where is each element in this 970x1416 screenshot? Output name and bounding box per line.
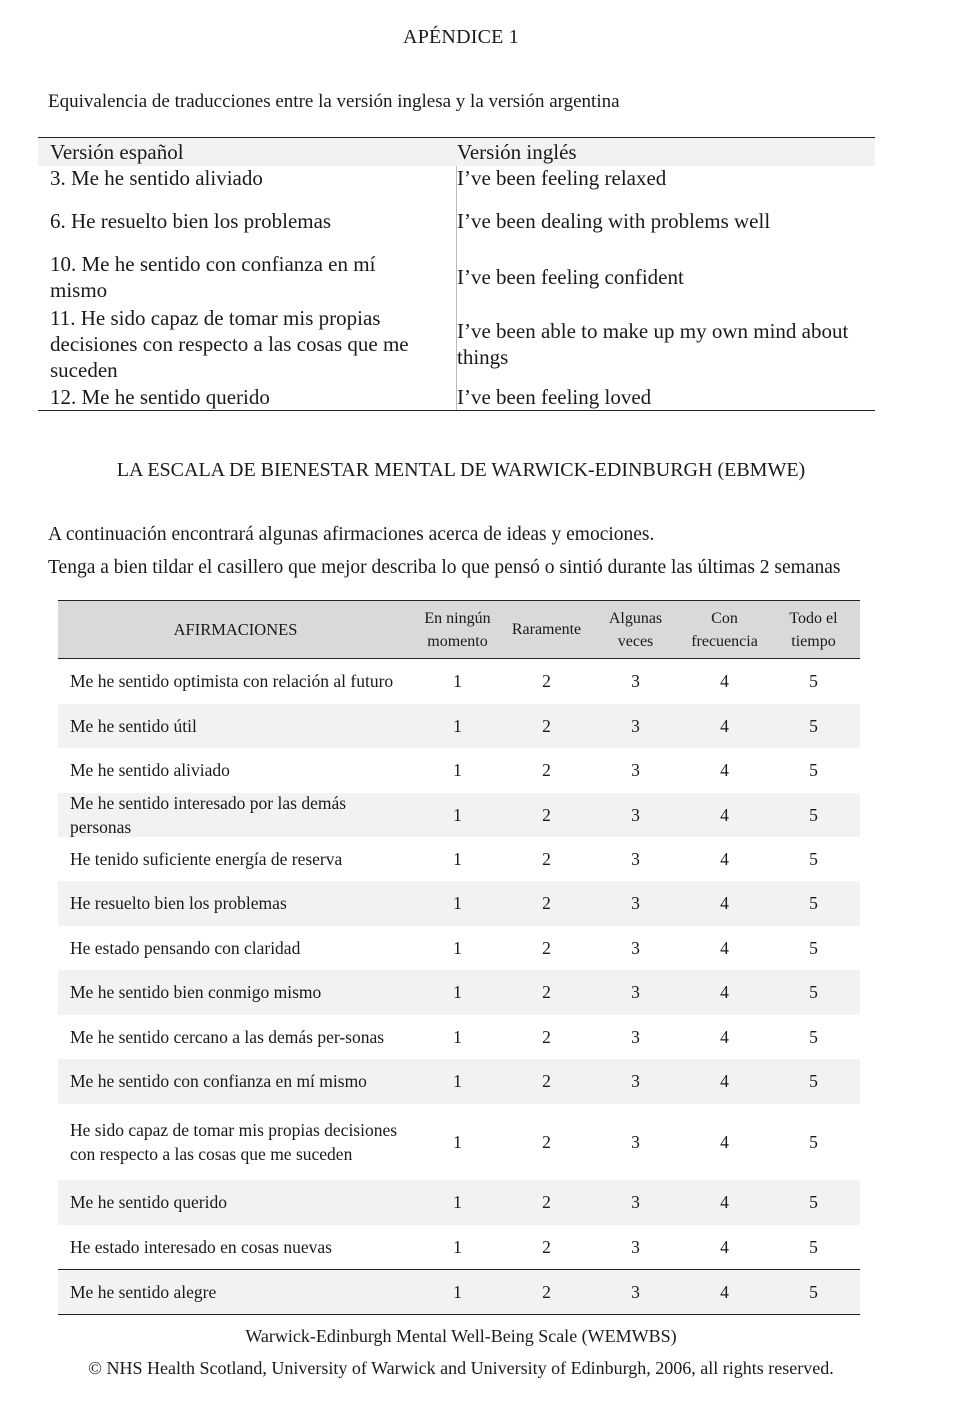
score-option-3[interactable]: 3	[631, 893, 640, 913]
score-option-4[interactable]: 4	[720, 937, 729, 958]
score-option-3[interactable]: 3	[631, 1131, 640, 1152]
english-item: I’ve been feeling relaxed	[457, 166, 667, 190]
table-row	[58, 970, 860, 1015]
translation-row	[38, 166, 875, 192]
table-row	[58, 1015, 860, 1059]
table-row	[58, 1225, 860, 1269]
table-row	[58, 704, 860, 748]
score-option-4[interactable]: 4	[720, 1192, 729, 1212]
statement-text: Me he sentido útil	[70, 715, 197, 736]
score-option-2[interactable]: 2	[542, 1236, 551, 1257]
statement-text: Me he sentido alegre	[70, 1281, 217, 1302]
score-option-3[interactable]: 3	[631, 715, 640, 736]
score-option-5[interactable]: 5	[809, 1192, 818, 1212]
score-option-5[interactable]: 5	[809, 715, 818, 736]
score-option-2[interactable]: 2	[542, 1192, 551, 1212]
score-option-4[interactable]: 4	[720, 1281, 729, 1302]
header-rarely: Raramente	[511, 621, 582, 638]
header-all-the-time: Todo el tiempo	[789, 609, 838, 650]
table-row	[58, 1269, 860, 1314]
score-option-1[interactable]: 1	[453, 982, 462, 1002]
statement-text: He sido capaz de tomar mis propias decisiones con respecto a las cosas que me suceden	[70, 1119, 398, 1164]
score-option-4[interactable]: 4	[720, 982, 729, 1002]
wemwbs-rows	[58, 659, 860, 1314]
statement-text: Me he sentido aliviado	[70, 760, 230, 781]
table-row	[58, 837, 860, 881]
table-row	[58, 881, 860, 926]
score-option-1[interactable]: 1	[453, 893, 462, 913]
translation-table-caption: Equivalencia de traducciones entre la versión inglesa y la versión argentina	[48, 91, 620, 112]
spanish-item: 6. He resuelto bien los problemas	[50, 209, 332, 233]
scale-title: LA ESCALA DE BIENESTAR MENTAL DE WARWICK-EDINBURGH (EBMWE)	[116, 459, 806, 481]
statement-text: Me he sentido optimista con relación al futuro	[70, 671, 394, 692]
score-option-3[interactable]: 3	[631, 671, 640, 691]
translation-row	[38, 304, 875, 384]
header-english-version: Versión inglés	[457, 140, 577, 164]
score-option-1[interactable]: 1	[453, 760, 462, 780]
score-option-3[interactable]: 3	[631, 1026, 640, 1047]
score-option-5[interactable]: 5	[809, 1026, 818, 1047]
english-item: I’ve been able to make up my own mind about things	[457, 319, 849, 369]
header-never: En ningún momento	[424, 609, 491, 650]
wemwbs-table-header	[58, 601, 860, 659]
statement-text: Me he sentido interesado por las demás personas	[70, 792, 347, 837]
score-option-4[interactable]: 4	[720, 671, 729, 691]
score-option-4[interactable]: 4	[720, 1026, 729, 1047]
score-option-5[interactable]: 5	[809, 848, 818, 869]
score-option-1[interactable]: 1	[453, 1281, 462, 1302]
english-item: I’ve been feeling confident	[457, 265, 684, 289]
translation-row	[38, 250, 875, 304]
translation-table-header	[38, 138, 875, 166]
table-row	[58, 659, 860, 704]
statement-text: Me he sentido con confianza en mí mismo	[70, 1071, 367, 1092]
score-option-1[interactable]: 1	[453, 1026, 462, 1047]
score-option-2[interactable]: 2	[542, 937, 551, 958]
scale-intro-line-2: Tenga a bien tildar el casillero que mejor describa lo que pensó o sintió durante las últimas 2 semanas	[48, 557, 841, 578]
score-option-3[interactable]: 3	[631, 848, 640, 869]
score-option-4[interactable]: 4	[720, 893, 729, 913]
score-option-3[interactable]: 3	[631, 804, 640, 825]
statement-text: He estado pensando con claridad	[70, 937, 301, 958]
wemwbs-table	[58, 600, 860, 1315]
score-option-1[interactable]: 1	[453, 1192, 462, 1212]
score-option-5[interactable]: 5	[809, 1131, 818, 1152]
score-option-1[interactable]: 1	[453, 848, 462, 869]
score-option-5[interactable]: 5	[809, 1071, 818, 1091]
score-option-2[interactable]: 2	[542, 1281, 551, 1302]
translation-row	[38, 384, 875, 410]
statement-text: Me he sentido cercano a las demás per-sonas	[70, 1026, 385, 1047]
statement-text: Me he sentido querido	[70, 1192, 227, 1213]
score-option-2[interactable]: 2	[542, 982, 551, 1002]
score-option-5[interactable]: 5	[809, 893, 818, 913]
table-row	[58, 1180, 860, 1225]
score-option-2[interactable]: 2	[542, 893, 551, 913]
translation-row	[38, 192, 875, 250]
score-option-5[interactable]: 5	[809, 671, 818, 691]
score-option-4[interactable]: 4	[720, 804, 729, 825]
spanish-item: 3. Me he sentido aliviado	[50, 166, 263, 190]
header-spanish-version: Versión español	[50, 140, 184, 164]
spanish-item: 11. He sido capaz de tomar mis propias decisiones con respecto a las cosas que me suceden	[50, 306, 409, 382]
score-option-3[interactable]: 3	[631, 760, 640, 780]
statement-text: Me he sentido bien conmigo mismo	[70, 982, 322, 1003]
score-option-2[interactable]: 2	[542, 715, 551, 736]
score-option-1[interactable]: 1	[453, 715, 462, 736]
score-option-5[interactable]: 5	[809, 982, 818, 1002]
score-option-3[interactable]: 3	[631, 982, 640, 1002]
table-row	[58, 748, 860, 793]
score-option-2[interactable]: 2	[542, 671, 551, 691]
score-option-5[interactable]: 5	[809, 937, 818, 958]
table-row	[58, 793, 860, 837]
score-option-2[interactable]: 2	[542, 760, 551, 780]
table-row	[58, 1059, 860, 1104]
scale-source-name: Warwick-Edinburgh Mental Well-Being Scale (WEMWBS)	[245, 1326, 677, 1346]
score-option-1[interactable]: 1	[453, 1236, 462, 1257]
english-item: I’ve been feeling loved	[457, 385, 652, 409]
header-sometimes: Algunas veces	[608, 609, 663, 650]
spanish-item: 12. Me he sentido querido	[50, 385, 270, 409]
english-item: I’ve been dealing with problems well	[457, 209, 771, 233]
statement-text: He resuelto bien los problemas	[70, 893, 287, 914]
score-option-1[interactable]: 1	[453, 671, 462, 691]
table-row	[58, 1104, 860, 1180]
statement-text: He tenido suficiente energía de reserva	[70, 848, 343, 869]
score-option-4[interactable]: 4	[720, 760, 729, 780]
score-option-5[interactable]: 5	[809, 804, 818, 825]
score-option-3[interactable]: 3	[631, 1071, 640, 1091]
spanish-item: 10. Me he sentido con confianza en mí mismo	[50, 252, 376, 302]
score-option-4[interactable]: 4	[720, 1131, 729, 1152]
score-option-5[interactable]: 5	[809, 760, 818, 780]
score-option-1[interactable]: 1	[453, 937, 462, 958]
score-option-4[interactable]: 4	[720, 1071, 729, 1091]
score-option-5[interactable]: 5	[809, 1281, 818, 1302]
score-option-3[interactable]: 3	[631, 937, 640, 958]
score-option-3[interactable]: 3	[631, 1192, 640, 1212]
table-row	[58, 926, 860, 970]
header-statements: AFIRMACIONES	[173, 620, 298, 639]
scale-intro-line-1: A continuación encontrará algunas afirmaciones acerca de ideas y emociones.	[48, 524, 655, 545]
header-often: Con frecuencia	[691, 609, 758, 650]
score-option-4[interactable]: 4	[720, 1236, 729, 1257]
statement-text: He estado interesado en cosas nuevas	[70, 1236, 332, 1257]
score-option-2[interactable]: 2	[542, 1026, 551, 1047]
appendix-title: APÉNDICE 1	[403, 26, 519, 48]
score-option-1[interactable]: 1	[453, 804, 462, 825]
score-option-4[interactable]: 4	[720, 848, 729, 869]
score-option-2[interactable]: 2	[542, 1071, 551, 1091]
score-option-1[interactable]: 1	[453, 1071, 462, 1091]
score-option-3[interactable]: 3	[631, 1236, 640, 1257]
translation-table	[38, 137, 875, 411]
score-option-1[interactable]: 1	[453, 1131, 462, 1152]
score-option-2[interactable]: 2	[542, 1131, 551, 1152]
score-option-3[interactable]: 3	[631, 1281, 640, 1302]
score-option-5[interactable]: 5	[809, 1236, 818, 1257]
score-option-2[interactable]: 2	[542, 804, 551, 825]
score-option-4[interactable]: 4	[720, 715, 729, 736]
score-option-2[interactable]: 2	[542, 848, 551, 869]
copyright-notice: © NHS Health Scotland, University of Warwick and University of Edinburgh, 2006, all rights reserved.	[88, 1358, 834, 1378]
